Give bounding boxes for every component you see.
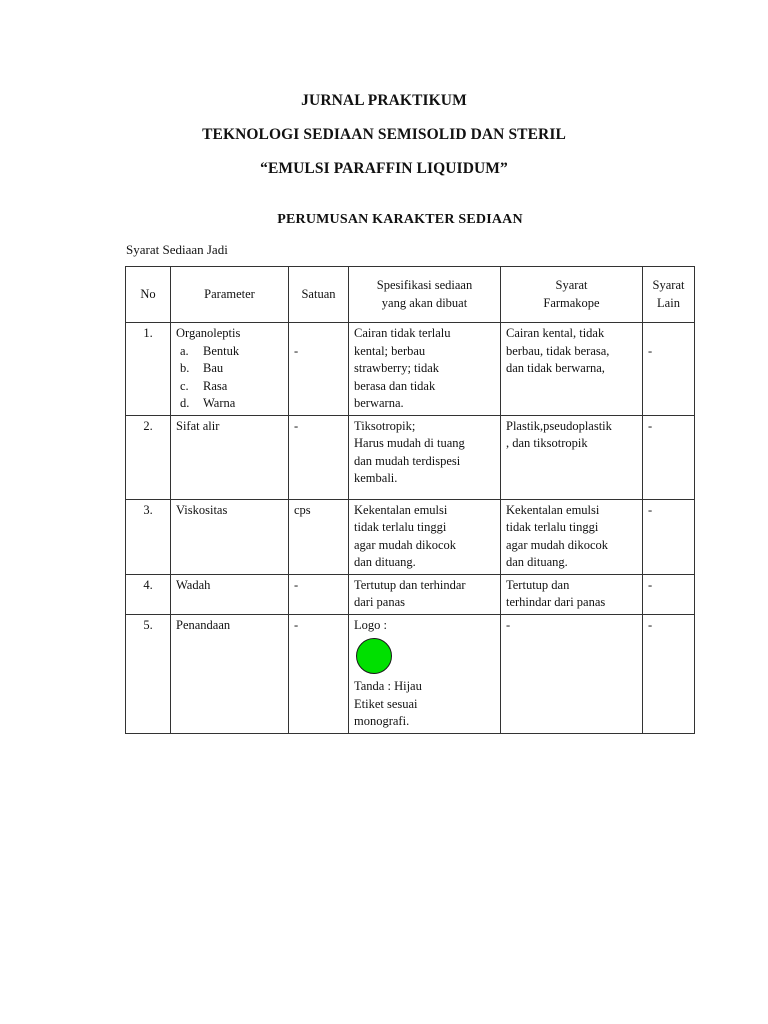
row-lain: -: [643, 415, 695, 499]
header-lain-line-1: Syarat: [652, 278, 685, 292]
row-parameter: Viskositas: [171, 499, 289, 574]
list-item: d. Warna: [180, 396, 236, 410]
green-logo-circle-icon: [356, 638, 392, 674]
row-farmakope: Tertutup dan terhindar dari panas: [501, 574, 643, 614]
list-item: b. Bau: [180, 361, 224, 375]
row-satuan: -: [289, 415, 349, 499]
row-satuan: -: [289, 574, 349, 614]
title-line-2: TEKNOLOGI SEDIAAN SEMISOLID DAN STERIL: [202, 126, 566, 143]
row-parameter: Wadah: [171, 574, 289, 614]
row-parameter: [171, 323, 289, 416]
row-lain: -: [643, 323, 695, 416]
row-parameter: Penandaan: [171, 614, 289, 733]
subheading: Syarat Sediaan Jadi: [126, 242, 228, 257]
row-lain: -: [643, 499, 695, 574]
row-no: 2.: [126, 415, 171, 499]
list-item: c. Rasa: [180, 378, 228, 393]
row-no: 3.: [126, 499, 171, 574]
title-line-3: “EMULSI PARAFFIN LIQUIDUM”: [260, 160, 508, 177]
row-spesifikasi: Tertutup dan terhindar dari panas: [349, 574, 501, 614]
row-farmakope: -: [501, 614, 643, 733]
logo-label: Logo :: [354, 617, 387, 632]
table-row: [126, 499, 695, 574]
table-row: [126, 614, 695, 733]
row-farmakope: Kekentalan emulsi tidak terlalu tinggi agar mudah dikocok dan dituang.: [501, 499, 643, 574]
header-satuan: Satuan: [289, 267, 349, 323]
row-spesifikasi: Logo : Tanda : Hijau Etiket sesuai monografi.: [349, 614, 501, 733]
row-no: 5.: [126, 614, 171, 733]
row-satuan: -: [289, 323, 349, 416]
row-farmakope: Cairan kental, tidak berbau, tidak berasa, dan tidak berwarna,: [501, 323, 643, 416]
header-spesifikasi: [349, 267, 501, 323]
row-farmakope: Plastik,pseudoplastik , dan tiksotropik: [501, 415, 643, 499]
section-title: PERUMUSAN KARAKTER SEDIAAN: [277, 212, 523, 227]
header-no: No: [126, 267, 171, 323]
row-no: 1.: [126, 323, 171, 416]
row-spesifikasi: Kekentalan emulsi tidak terlalu tinggi agar mudah dikocok dan dituang.: [349, 499, 501, 574]
row-spesifikasi: Cairan tidak terlalu kental; berbau strawberry; tidak berasa dan tidak berwarna.: [349, 323, 501, 416]
table-header-row: [126, 267, 695, 323]
header-lain: [643, 267, 695, 323]
header-farmakope-line-1: Syarat: [555, 278, 588, 292]
row-lain: -: [643, 614, 695, 733]
row-parameter: Sifat alir: [171, 415, 289, 499]
table-row: [126, 574, 695, 614]
header-spesifikasi-line-2: yang akan dibuat: [381, 295, 468, 310]
title-line-1: JURNAL PRAKTIKUM: [301, 92, 467, 109]
parameter-label: Organoleptis: [176, 326, 241, 340]
table-row: [126, 415, 695, 499]
document-title: [0, 92, 768, 178]
spec-table: [125, 266, 695, 734]
list-item: a. Bentuk: [180, 343, 240, 358]
table-row: [126, 323, 695, 416]
row-lain: -: [643, 574, 695, 614]
row-no: 4.: [126, 574, 171, 614]
organoleptis-sub-list: [176, 343, 283, 413]
header-farmakope-line-2: Farmakope: [543, 295, 600, 310]
header-lain-line-2: Lain: [657, 295, 680, 310]
header-farmakope: [501, 267, 643, 323]
row-satuan: cps: [289, 499, 349, 574]
header-spesifikasi-line-1: Spesifikasi sediaan: [376, 278, 473, 292]
row-spesifikasi: Tiksotropik; Harus mudah di tuang dan mudah terdispesi kembali.: [349, 415, 501, 499]
header-parameter: Parameter: [171, 267, 289, 323]
row-satuan: -: [289, 614, 349, 733]
